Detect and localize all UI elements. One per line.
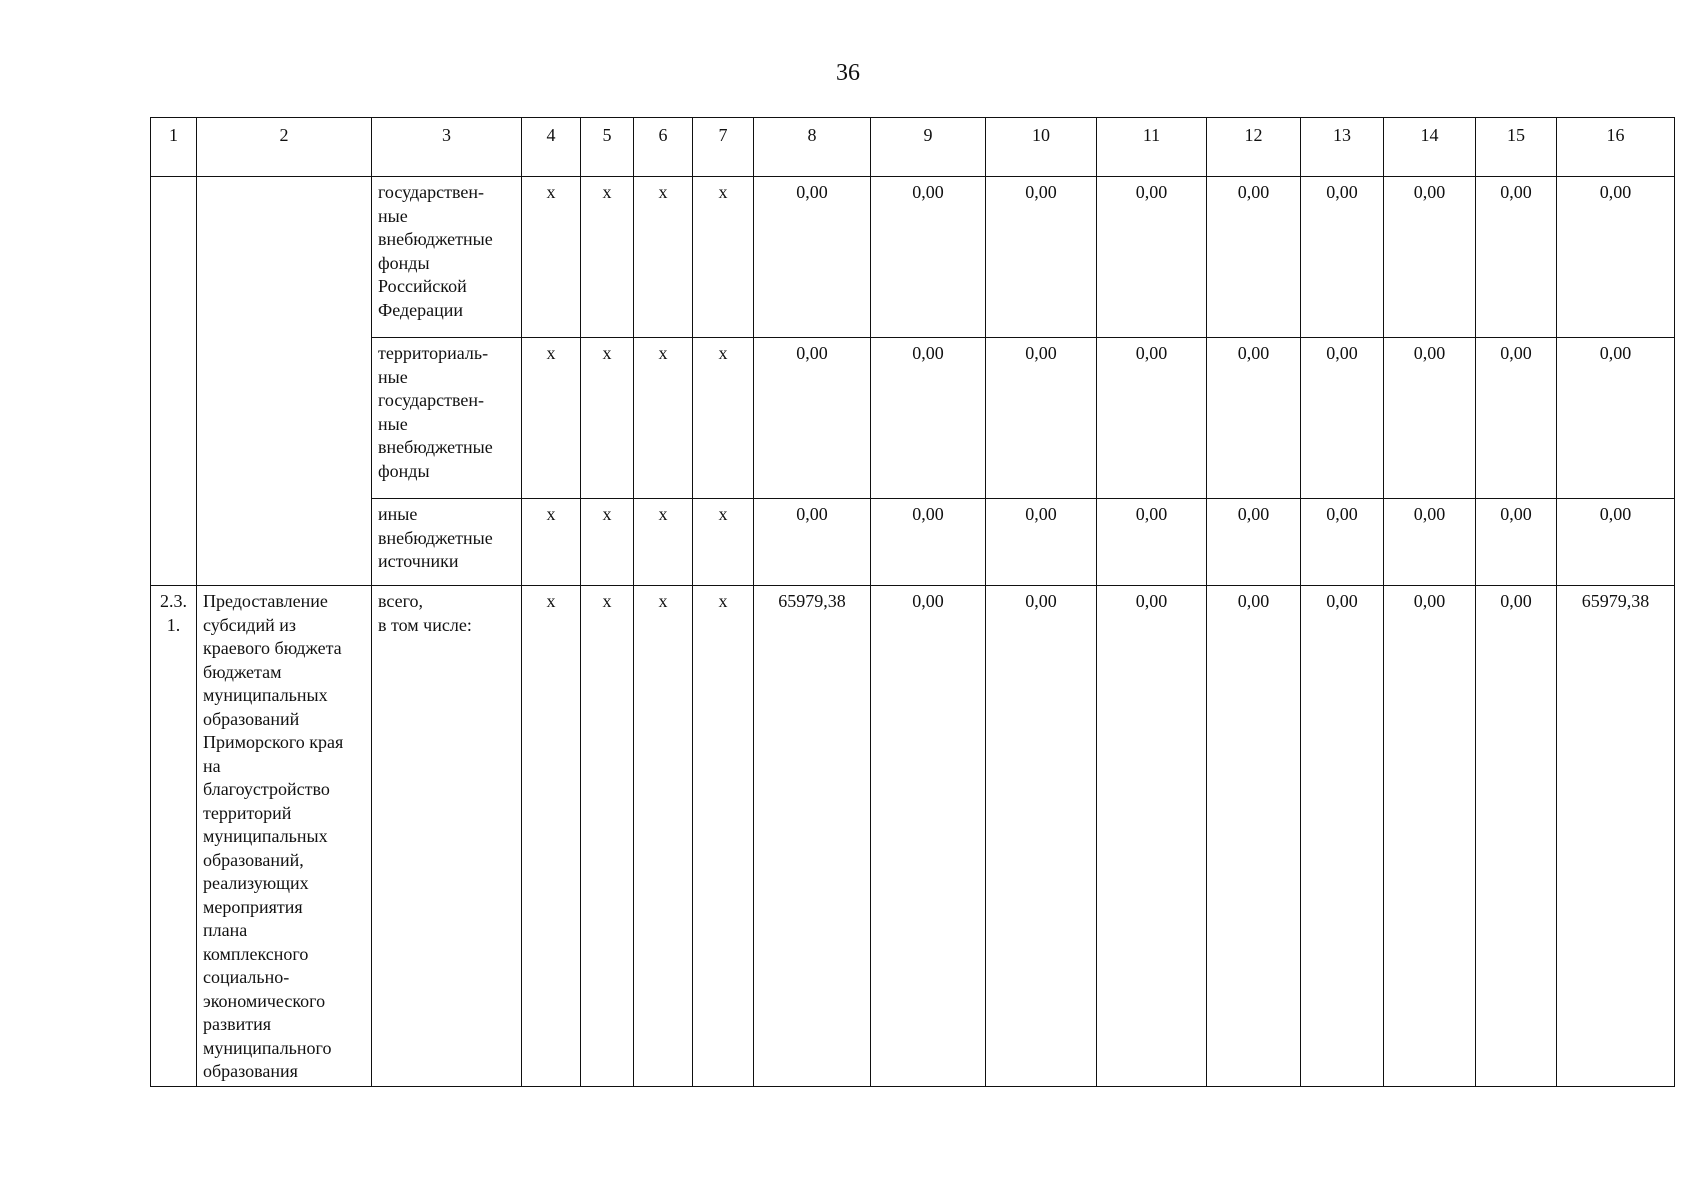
value-cell: 0,00 bbox=[1476, 586, 1557, 1087]
source-cell: всего, в том числе: bbox=[372, 586, 522, 1087]
header-cell: 14 bbox=[1384, 118, 1476, 177]
header-cell: 12 bbox=[1207, 118, 1301, 177]
mark-cell: x bbox=[634, 586, 693, 1087]
source-cell: государствен- ные внебюджетные фонды Российской Федерации bbox=[372, 177, 522, 338]
value-cell: 0,00 bbox=[1476, 338, 1557, 499]
value-cell: 65979,38 bbox=[1557, 586, 1675, 1087]
header-cell: 11 bbox=[1097, 118, 1207, 177]
value-cell: 0,00 bbox=[1207, 499, 1301, 586]
code-cell bbox=[151, 177, 197, 586]
value-cell: 0,00 bbox=[1476, 499, 1557, 586]
value-cell: 0,00 bbox=[1476, 177, 1557, 338]
code-cell: 2.3. 1. bbox=[151, 586, 197, 1087]
source-cell: иные внебюджетные источники bbox=[372, 499, 522, 586]
mark-cell: x bbox=[522, 586, 581, 1087]
value-cell: 0,00 bbox=[1301, 177, 1384, 338]
value-cell: 65979,38 bbox=[754, 586, 871, 1087]
mark-cell: x bbox=[522, 499, 581, 586]
name-cell bbox=[197, 177, 372, 586]
table-row bbox=[151, 499, 1675, 586]
mark-cell: x bbox=[581, 586, 634, 1087]
table-row bbox=[151, 586, 1675, 1087]
header-cell: 15 bbox=[1476, 118, 1557, 177]
value-cell: 0,00 bbox=[1207, 338, 1301, 499]
table-row bbox=[151, 177, 1675, 338]
mark-cell: x bbox=[581, 177, 634, 338]
value-cell: 0,00 bbox=[1097, 177, 1207, 338]
value-cell: 0,00 bbox=[1557, 499, 1675, 586]
value-cell: 0,00 bbox=[1207, 177, 1301, 338]
value-cell: 0,00 bbox=[1097, 499, 1207, 586]
value-cell: 0,00 bbox=[871, 338, 986, 499]
mark-cell: x bbox=[693, 499, 754, 586]
value-cell: 0,00 bbox=[1384, 499, 1476, 586]
value-cell: 0,00 bbox=[871, 586, 986, 1087]
page-number: 36 bbox=[836, 60, 860, 86]
mark-cell: x bbox=[581, 499, 634, 586]
mark-cell: x bbox=[634, 177, 693, 338]
value-cell: 0,00 bbox=[754, 338, 871, 499]
value-cell: 0,00 bbox=[1384, 338, 1476, 499]
mark-cell: x bbox=[634, 338, 693, 499]
value-cell: 0,00 bbox=[1097, 338, 1207, 499]
value-cell: 0,00 bbox=[1207, 586, 1301, 1087]
value-cell: 0,00 bbox=[1301, 338, 1384, 499]
header-cell: 7 bbox=[693, 118, 754, 177]
header-cell: 2 bbox=[197, 118, 372, 177]
value-cell: 0,00 bbox=[1384, 177, 1476, 338]
name-cell: Предоставление субсидий из краевого бюджета бюджетам муниципальных образований Приморского края на благоустройство территорий муниципальных образований, реализующих мероприятия плана комплексного социально- экономического развития муниципального образования bbox=[197, 586, 372, 1087]
mark-cell: x bbox=[693, 586, 754, 1087]
value-cell: 0,00 bbox=[986, 338, 1097, 499]
header-cell: 5 bbox=[581, 118, 634, 177]
value-cell: 0,00 bbox=[871, 499, 986, 586]
value-cell: 0,00 bbox=[1557, 177, 1675, 338]
header-cell: 1 bbox=[151, 118, 197, 177]
budget-table bbox=[150, 117, 1675, 1087]
value-cell: 0,00 bbox=[1557, 338, 1675, 499]
value-cell: 0,00 bbox=[1301, 499, 1384, 586]
value-cell: 0,00 bbox=[1384, 586, 1476, 1087]
mark-cell: x bbox=[522, 338, 581, 499]
table-row bbox=[151, 338, 1675, 499]
value-cell: 0,00 bbox=[986, 177, 1097, 338]
header-cell: 13 bbox=[1301, 118, 1384, 177]
value-cell: 0,00 bbox=[754, 499, 871, 586]
value-cell: 0,00 bbox=[1097, 586, 1207, 1087]
source-cell: территориаль- ные государствен- ные внебюджетные фонды bbox=[372, 338, 522, 499]
value-cell: 0,00 bbox=[986, 499, 1097, 586]
value-cell: 0,00 bbox=[754, 177, 871, 338]
header-cell: 6 bbox=[634, 118, 693, 177]
mark-cell: x bbox=[693, 177, 754, 338]
table-body bbox=[151, 118, 1675, 1087]
value-cell: 0,00 bbox=[871, 177, 986, 338]
header-cell: 3 bbox=[372, 118, 522, 177]
header-cell: 9 bbox=[871, 118, 986, 177]
mark-cell: x bbox=[634, 499, 693, 586]
mark-cell: x bbox=[522, 177, 581, 338]
header-cell: 16 bbox=[1557, 118, 1675, 177]
header-cell: 4 bbox=[522, 118, 581, 177]
header-row bbox=[151, 118, 1675, 177]
mark-cell: x bbox=[581, 338, 634, 499]
mark-cell: x bbox=[693, 338, 754, 499]
value-cell: 0,00 bbox=[986, 586, 1097, 1087]
header-cell: 10 bbox=[986, 118, 1097, 177]
header-cell: 8 bbox=[754, 118, 871, 177]
value-cell: 0,00 bbox=[1301, 586, 1384, 1087]
